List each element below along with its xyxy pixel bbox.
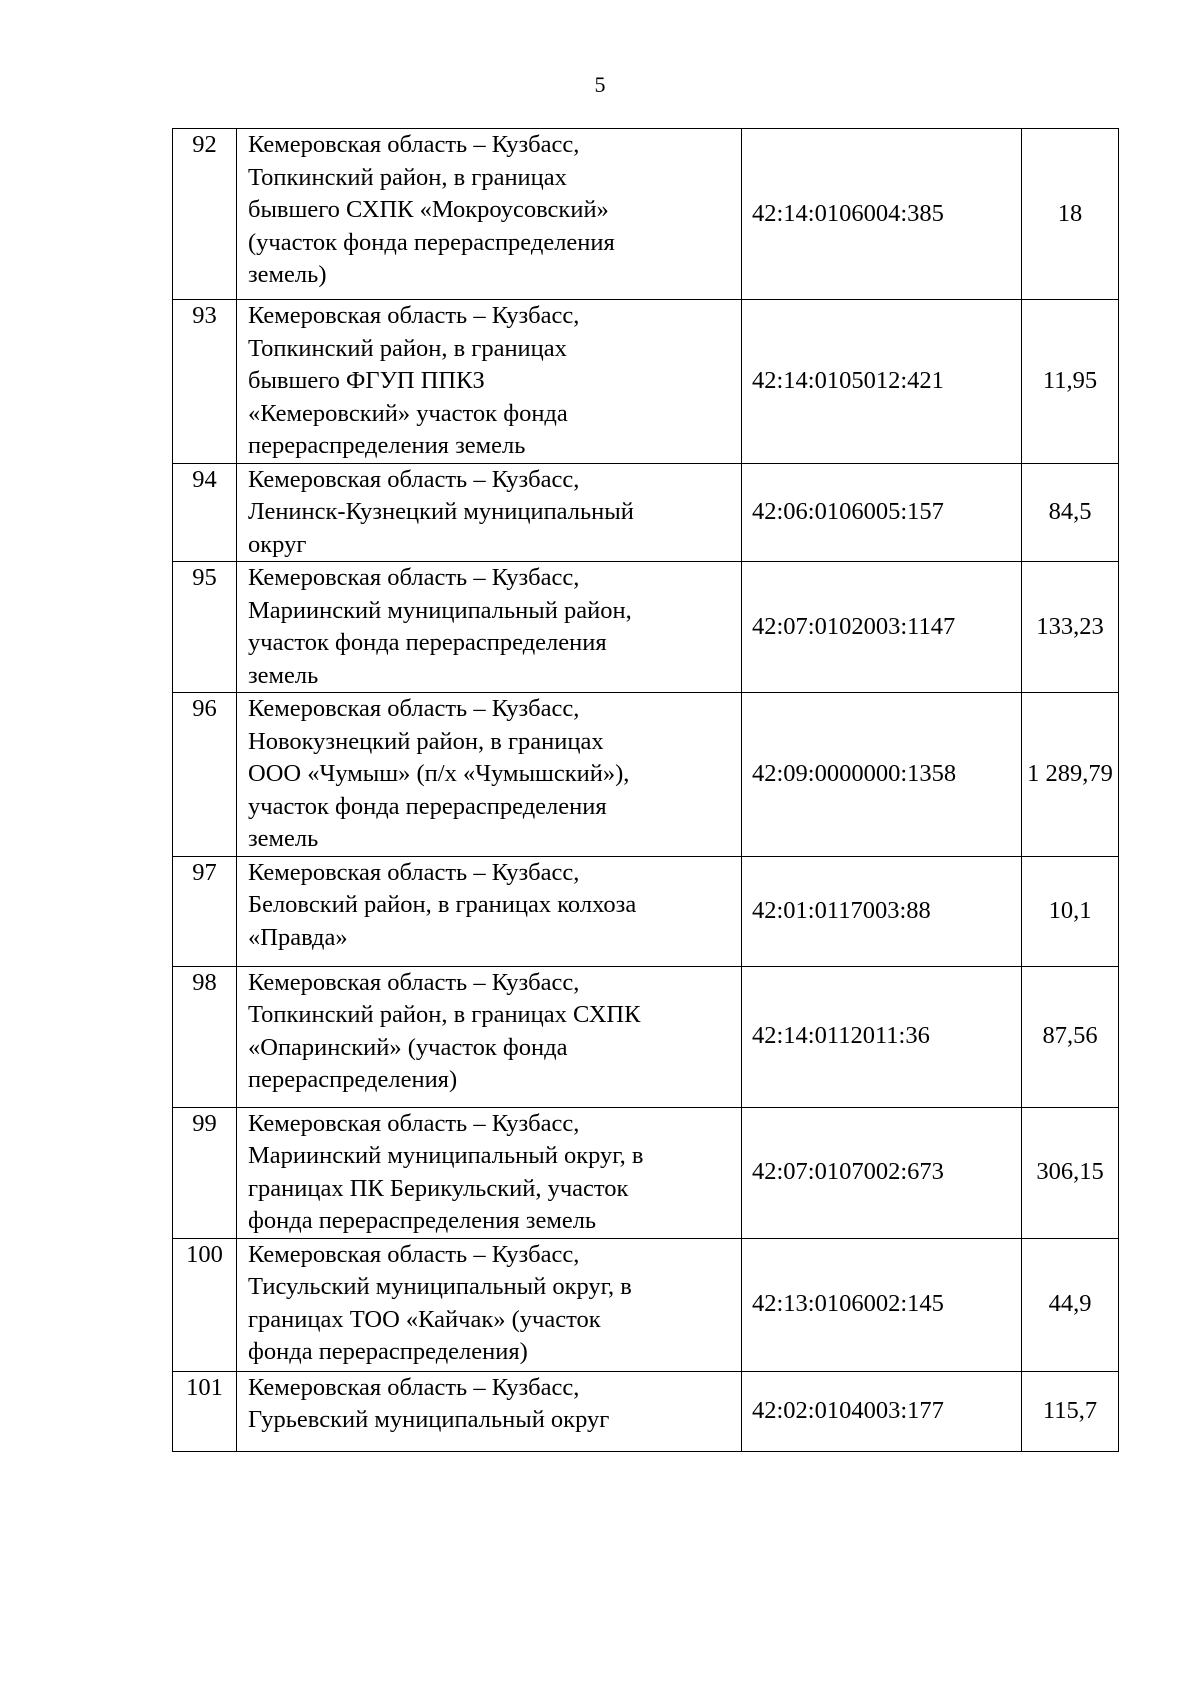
table-row (173, 300, 1119, 464)
land-plots-table (172, 128, 1119, 1452)
plot-location (237, 463, 742, 562)
table-row (173, 966, 1119, 1107)
table-row (173, 693, 1119, 857)
plot-location (237, 693, 742, 857)
table-row (173, 463, 1119, 562)
plot-location (237, 562, 742, 693)
plot-location (237, 1107, 742, 1238)
location-line: Кемеровская область – Кузбасс, (248, 131, 580, 158)
plot-area: 10,1 (1022, 856, 1119, 966)
location-line: перераспределения) (248, 1066, 458, 1093)
row-number: 92 (173, 129, 237, 300)
table-row (173, 1371, 1119, 1451)
row-number: 97 (173, 856, 237, 966)
location-line: Кемеровская область – Кузбасс, (248, 1373, 580, 1401)
location-line: Мариинский муниципальный район, (248, 596, 632, 624)
location-line: участок фонда перераспределения (248, 629, 607, 656)
plot-area: 133,23 (1022, 562, 1119, 693)
row-number: 93 (173, 300, 237, 464)
location-line: фонда перераспределения земель (248, 1207, 597, 1234)
plot-area: 44,9 (1022, 1238, 1119, 1371)
location-line: бывшего СХПК «Мокроусовский» (248, 196, 609, 223)
plot-area: 87,56 (1022, 966, 1119, 1107)
location-line: Кемеровская область – Кузбасс, (248, 1109, 580, 1137)
location-line: земель (248, 661, 319, 689)
location-line: Топкинский район, в границах (248, 163, 567, 191)
table-row (173, 856, 1119, 966)
cadastral-number: 42:07:0107002:673 (742, 1107, 1022, 1238)
cadastral-number: 42:14:0105012:421 (742, 300, 1022, 464)
plot-area: 18 (1022, 129, 1119, 300)
row-number: 100 (173, 1238, 237, 1371)
cadastral-number: 42:13:0106002:145 (742, 1238, 1022, 1371)
cadastral-number: 42:14:0106004:385 (742, 129, 1022, 300)
location-line: Мариинский муниципальный округ, в (248, 1142, 644, 1169)
location-line: Ленинск-Кузнецкий муниципальный (248, 498, 634, 525)
table-body (173, 129, 1119, 1452)
table-row (173, 1107, 1119, 1238)
plot-location (237, 1238, 742, 1371)
location-line: округ (248, 530, 307, 558)
location-line: Беловский район, в границах колхоза (248, 891, 637, 918)
table-row (173, 129, 1119, 300)
location-line: ООО «Чумыш» (п/х «Чумышский»), (248, 760, 630, 787)
location-line: Топкинский район, в границах (248, 334, 567, 362)
location-line: перераспределения земель (248, 432, 526, 459)
location-line: «Правда» (248, 923, 348, 951)
plot-area: 11,95 (1022, 300, 1119, 464)
location-line: Кемеровская область – Кузбасс, (248, 858, 580, 886)
plot-location (237, 966, 742, 1107)
location-line: «Опаринский» (участок фонда (248, 1033, 568, 1061)
location-line: Кемеровская область – Кузбасс, (248, 302, 580, 329)
plot-location (237, 856, 742, 966)
cadastral-number: 42:01:0117003:88 (742, 856, 1022, 966)
location-line: земель (248, 825, 319, 852)
location-line: Кемеровская область – Кузбасс, (248, 465, 580, 493)
location-line: (участок фонда перераспределения (248, 228, 615, 256)
location-line: границах ТОО «Кайчак» (участок (248, 1305, 601, 1333)
location-line: бывшего ФГУП ППКЗ (248, 367, 485, 394)
plot-area: 306,15 (1022, 1107, 1119, 1238)
location-line: Новокузнецкий район, в границах (248, 727, 604, 755)
plot-location (237, 129, 742, 300)
location-line: Кемеровская область – Кузбасс, (248, 968, 580, 996)
cadastral-number: 42:09:0000000:1358 (742, 693, 1022, 857)
row-number: 99 (173, 1107, 237, 1238)
location-line: Топкинский район, в границах СХПК (248, 1001, 641, 1028)
row-number: 95 (173, 562, 237, 693)
location-line: Гурьевский муниципальный округ (248, 1406, 610, 1433)
plot-location (237, 300, 742, 464)
plot-area: 84,5 (1022, 463, 1119, 562)
plot-location (237, 1371, 742, 1451)
location-line: Кемеровская область – Кузбасс, (248, 1240, 580, 1268)
row-number: 96 (173, 693, 237, 857)
location-line: земель) (248, 261, 327, 288)
table-row (173, 1238, 1119, 1371)
cadastral-number: 42:02:0104003:177 (742, 1371, 1022, 1451)
row-number: 101 (173, 1371, 237, 1451)
cadastral-number: 42:07:0102003:1147 (742, 562, 1022, 693)
location-line: границах ПК Берикульский, участок (248, 1174, 629, 1202)
row-number: 94 (173, 463, 237, 562)
location-line: «Кемеровский» участок фонда (248, 399, 568, 427)
cadastral-number: 42:14:0112011:36 (742, 966, 1022, 1107)
location-line: Кемеровская область – Кузбасс, (248, 695, 580, 722)
location-line: Кемеровская область – Кузбасс, (248, 564, 580, 591)
location-line: фонда перераспределения) (248, 1338, 528, 1365)
location-line: участок фонда перераспределения (248, 792, 607, 820)
cadastral-number: 42:06:0106005:157 (742, 463, 1022, 562)
page-number: 5 (594, 72, 606, 97)
plot-area: 115,7 (1022, 1371, 1119, 1451)
table-row (173, 562, 1119, 693)
plot-area: 1 289,79 (1022, 693, 1119, 857)
row-number: 98 (173, 966, 237, 1107)
location-line: Тисульский муниципальный округ, в (248, 1273, 632, 1300)
